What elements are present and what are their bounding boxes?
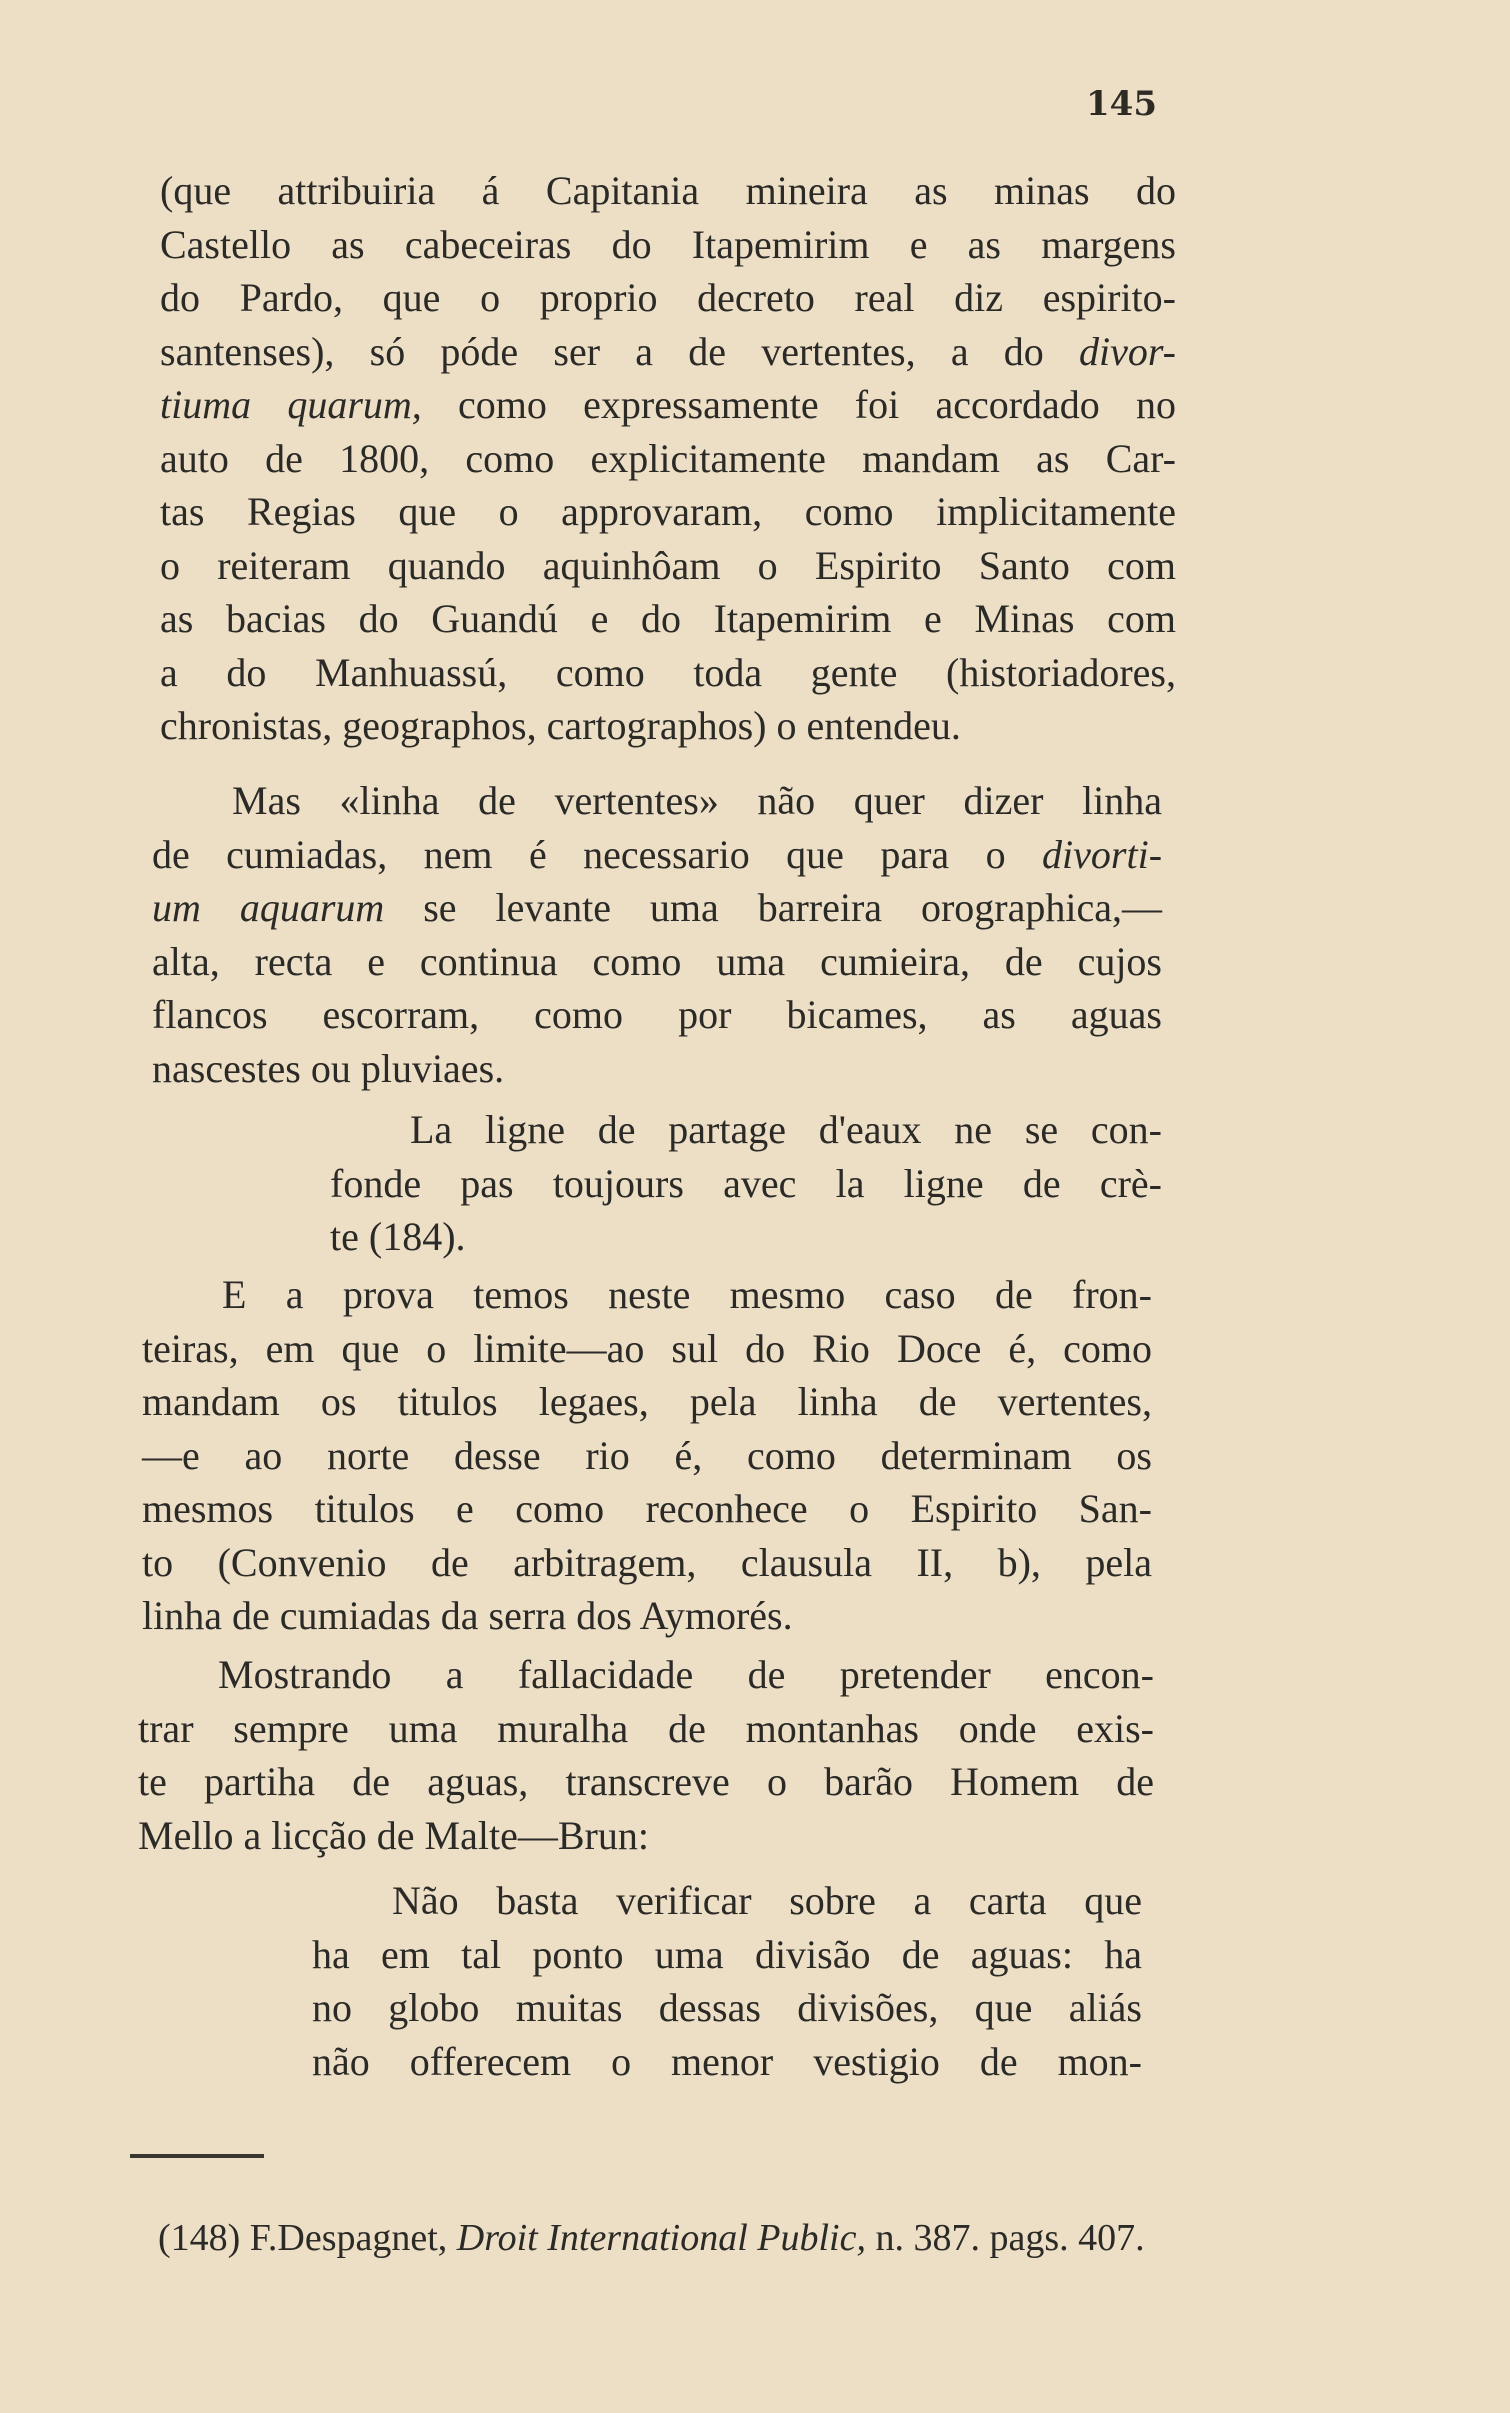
text-line: Castello as cabeceiras do Itapemirim e as margens: [160, 221, 1176, 267]
italic-term: um aquarum: [152, 885, 385, 930]
text-line: auto de 1800, como explicitamente mandam as Car-: [160, 435, 1176, 481]
text-line: tiuma quarum, como expressamente foi accordado no: [160, 382, 1177, 427]
quote-line: La ligne de partage d'eaux ne se con-: [410, 1107, 1162, 1152]
quote-line: te (184).: [330, 1214, 466, 1259]
text-line: mesmos titulos e como reconhece o Espirito San-: [142, 1486, 1152, 1531]
text-line: te partiha de aguas, transcreve o barão Homem de: [138, 1759, 1154, 1804]
text-line: mandam os titulos legaes, pela linha de vertentes,: [142, 1379, 1152, 1424]
text-line: de cumiadas, nem é necessario que para o divorti-: [152, 831, 1163, 877]
page-number: 145: [1086, 84, 1157, 124]
footnote-rule: [130, 2154, 264, 2158]
text-line: a do Manhuassú, como toda gente (historiadores,: [160, 649, 1176, 695]
text-line: nascestes ou pluviaes.: [152, 1045, 505, 1091]
text-line: E a prova temos neste mesmo caso de fron-: [222, 1272, 1152, 1317]
italic-term: divor-: [1079, 328, 1176, 374]
quote-line: no globo muitas dessas divisões, que aliás: [312, 1985, 1142, 2030]
quote-line: fonde pas toujours avec la ligne de crè-: [330, 1160, 1162, 1206]
text-line: —e ao norte desse rio é, como determinam os: [142, 1432, 1152, 1478]
text-line: (que attribuiria á Capitania mineira as minas do: [160, 168, 1176, 213]
quote-line: não offerecem o menor vestigio de mon-: [312, 2038, 1142, 2084]
paragraph-continuation: [160, 164, 1176, 753]
italic-term: divorti-: [1042, 831, 1163, 877]
text-line: santenses), só póde ser a de vertentes, a do divor-: [160, 328, 1176, 374]
footnote-title: Droit International Public,: [456, 2217, 866, 2259]
paragraph-vertentes: [152, 774, 1162, 1095]
text-line: linha de cumiadas da serra dos Aymorés.: [142, 1593, 793, 1638]
text-line: um aquarum se levante uma barreira orographica,—: [152, 885, 1162, 930]
paragraph-mostrando: [138, 1648, 1154, 1862]
italic-term: tiuma quarum,: [160, 382, 422, 427]
text-line: alta, recta e continua como uma cumieira, de cujos: [152, 938, 1162, 984]
block-quote-portuguese: [312, 1874, 1142, 2088]
text-line: chronistas, geographos, cartographos) o entendeu.: [160, 703, 961, 748]
text-line: trar sempre uma muralha de montanhas onde exis-: [138, 1705, 1154, 1751]
text-line: as bacias do Guandú e do Itapemirim e Minas com: [160, 596, 1176, 641]
text-line: flancos escorram, como por bicames, as aguas: [152, 992, 1162, 1037]
text-line: tas Regias que o approvaram, como implicitamente: [160, 489, 1176, 534]
text-line: to (Convenio de arbitragem, clausula II, b), pela: [142, 1539, 1152, 1585]
text-line: o reiteram quando aquinhôam o Espirito Santo com: [160, 542, 1176, 588]
quote-line: ha em tal ponto uma divisão de aguas: ha: [312, 1931, 1142, 1977]
text-line: Mas «linha de vertentes» não quer dizer linha: [232, 778, 1162, 823]
text-line: teiras, em que o limite—ao sul do Rio Doce é, como: [142, 1325, 1152, 1371]
footnote: (148) F.Despagnet, Droit International Public, n. 387. pags. 407.: [158, 2217, 1145, 2259]
quote-line: Não basta verificar sobre a carta que: [392, 1878, 1142, 1923]
block-quote-french: [330, 1103, 1162, 1264]
text-line: do Pardo, que o proprio decreto real diz espirito-: [160, 275, 1176, 320]
text-line: Mello a licção de Malte—Brun:: [138, 1812, 649, 1858]
text-line: Mostrando a fallacidade de pretender encon-: [218, 1652, 1154, 1697]
paragraph-prova: [142, 1268, 1152, 1643]
